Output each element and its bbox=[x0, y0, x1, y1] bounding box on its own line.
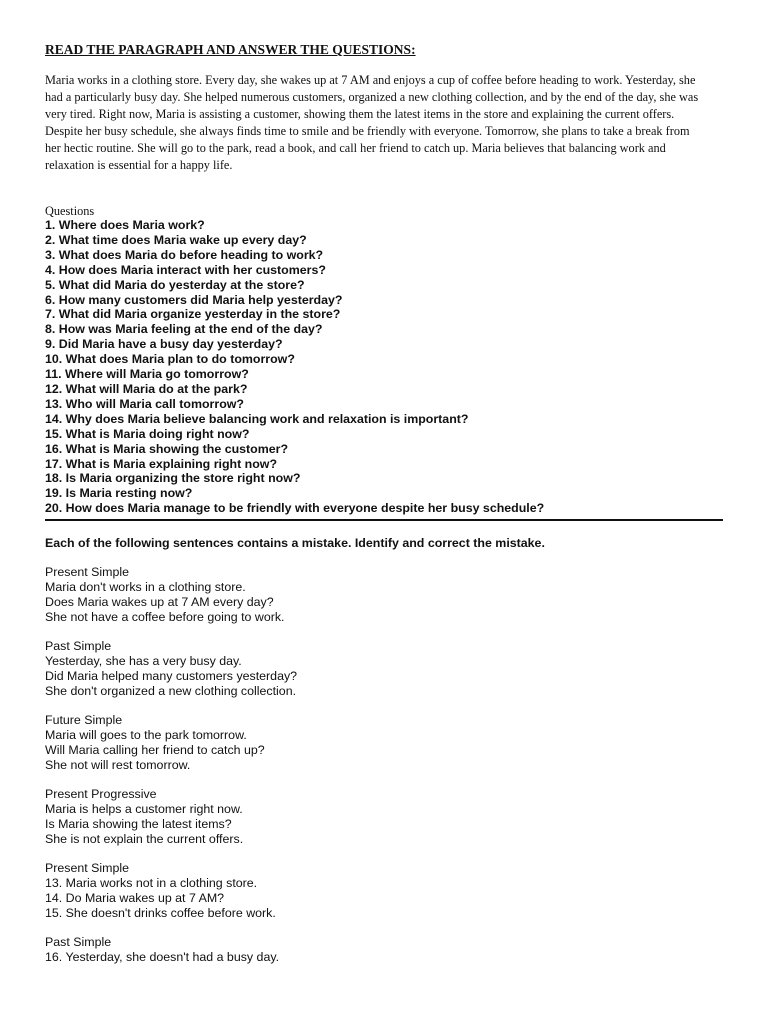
error-correction-section bbox=[45, 536, 725, 979]
question-item: 2. What time does Maria wake up every day? bbox=[45, 232, 307, 247]
sentence-line: Did Maria helped many customers yesterday? bbox=[45, 668, 298, 683]
question-item: 14. Why does Maria believe balancing work and relaxation is important? bbox=[45, 411, 469, 426]
question-item: 20. How does Maria manage to be friendly with everyone despite her busy schedule? bbox=[45, 501, 545, 516]
question-item: 3. What does Maria do before heading to work? bbox=[45, 247, 324, 262]
paragraph-line: Despite her busy schedule, she always finds time to smile and be friendly with everyone. Tomorrow, she plans to take a break from bbox=[45, 124, 690, 138]
sentence-line: She is not explain the current offers. bbox=[45, 831, 244, 846]
question-item: 8. How was Maria feeling at the end of the day? bbox=[45, 322, 323, 337]
group-title: Present Simple bbox=[45, 861, 130, 876]
question-item: 6. How many customers did Maria help yesterday? bbox=[45, 292, 343, 307]
group-title: Future Simple bbox=[45, 713, 123, 728]
page-heading: READ THE PARAGRAPH AND ANSWER THE QUESTIONS: bbox=[45, 42, 416, 57]
reading-section bbox=[45, 42, 725, 516]
question-item: 13. Who will Maria call tomorrow? bbox=[45, 396, 244, 411]
sentence-line: Will Maria calling her friend to catch up? bbox=[45, 742, 265, 757]
question-item: 1. Where does Maria work? bbox=[45, 218, 205, 232]
section-divider bbox=[45, 519, 723, 521]
exercise-group bbox=[45, 787, 725, 847]
sentence-line: Does Maria wakes up at 7 AM every day? bbox=[45, 594, 274, 609]
sentence-line: Maria don't works in a clothing store. bbox=[45, 579, 246, 594]
group-title: Past Simple bbox=[45, 935, 112, 950]
group-title: Present Progressive bbox=[45, 787, 157, 802]
paragraph-line: had a particularly busy day. She helped numerous customers, organized a new clothing collection, and by the end of the day, she was bbox=[45, 90, 699, 104]
sentence-line: She not will rest tomorrow. bbox=[45, 757, 191, 772]
sentence-line: Maria is helps a customer right now. bbox=[45, 801, 243, 816]
sentence-line: 15. She doesn't drinks coffee before work. bbox=[45, 905, 276, 920]
paragraph-line: her hectic routine. She will go to the park, read a book, and call her friend to catch up. Maria believes that balancing work and bbox=[45, 141, 666, 155]
question-item: 9. Did Maria have a busy day yesterday? bbox=[45, 337, 283, 352]
sentence-line: She don't organized a new clothing collection. bbox=[45, 683, 297, 698]
question-item: 15. What is Maria doing right now? bbox=[45, 426, 250, 441]
question-item: 16. What is Maria showing the customer? bbox=[45, 441, 289, 456]
exercise-group bbox=[45, 713, 725, 773]
reading-paragraph bbox=[45, 72, 725, 174]
sentence-line: 16. Yesterday, she doesn't had a busy day. bbox=[45, 949, 280, 964]
exercise-group bbox=[45, 935, 725, 965]
exercise-group bbox=[45, 639, 725, 699]
paragraph-line: relaxation is essential for a happy life. bbox=[45, 158, 233, 172]
exercise-group bbox=[45, 861, 725, 921]
sentence-line: Maria will goes to the park tomorrow. bbox=[45, 727, 247, 742]
question-item: 5. What did Maria do yesterday at the store? bbox=[45, 277, 305, 292]
question-item: 17. What is Maria explaining right now? bbox=[45, 456, 278, 471]
sentence-line: Is Maria showing the latest items? bbox=[45, 816, 232, 831]
question-item: 12. What will Maria do at the park? bbox=[45, 381, 248, 396]
questions-list bbox=[45, 218, 725, 516]
exercise-group bbox=[45, 565, 725, 625]
questions-label: Questions bbox=[45, 204, 95, 218]
instruction-text: Each of the following sentences contains a mistake. Identify and correct the mistake. bbox=[45, 536, 545, 550]
question-item: 7. What did Maria organize yesterday in the store? bbox=[45, 307, 341, 322]
sentence-line: Yesterday, she has a very busy day. bbox=[45, 653, 242, 668]
paragraph-line: very tired. Right now, Maria is assisting a customer, showing them the latest items in the store and explaining the current offers. bbox=[45, 107, 675, 121]
sentence-line: 14. Do Maria wakes up at 7 AM? bbox=[45, 890, 225, 905]
question-item: 4. How does Maria interact with her customers? bbox=[45, 262, 326, 277]
question-item: 19. Is Maria resting now? bbox=[45, 486, 193, 501]
group-title: Past Simple bbox=[45, 639, 112, 654]
question-item: 10. What does Maria plan to do tomorrow? bbox=[45, 352, 295, 367]
sentence-line: She not have a coffee before going to work. bbox=[45, 609, 285, 624]
sentence-line: 13. Maria works not in a clothing store. bbox=[45, 875, 258, 890]
paragraph-line: Maria works in a clothing store. Every day, she wakes up at 7 AM and enjoys a cup of coffee before heading to work. Yesterday, she bbox=[45, 73, 696, 87]
question-item: 18. Is Maria organizing the store right now? bbox=[45, 471, 301, 486]
group-title: Present Simple bbox=[45, 565, 130, 579]
question-item: 11. Where will Maria go tomorrow? bbox=[45, 367, 249, 382]
